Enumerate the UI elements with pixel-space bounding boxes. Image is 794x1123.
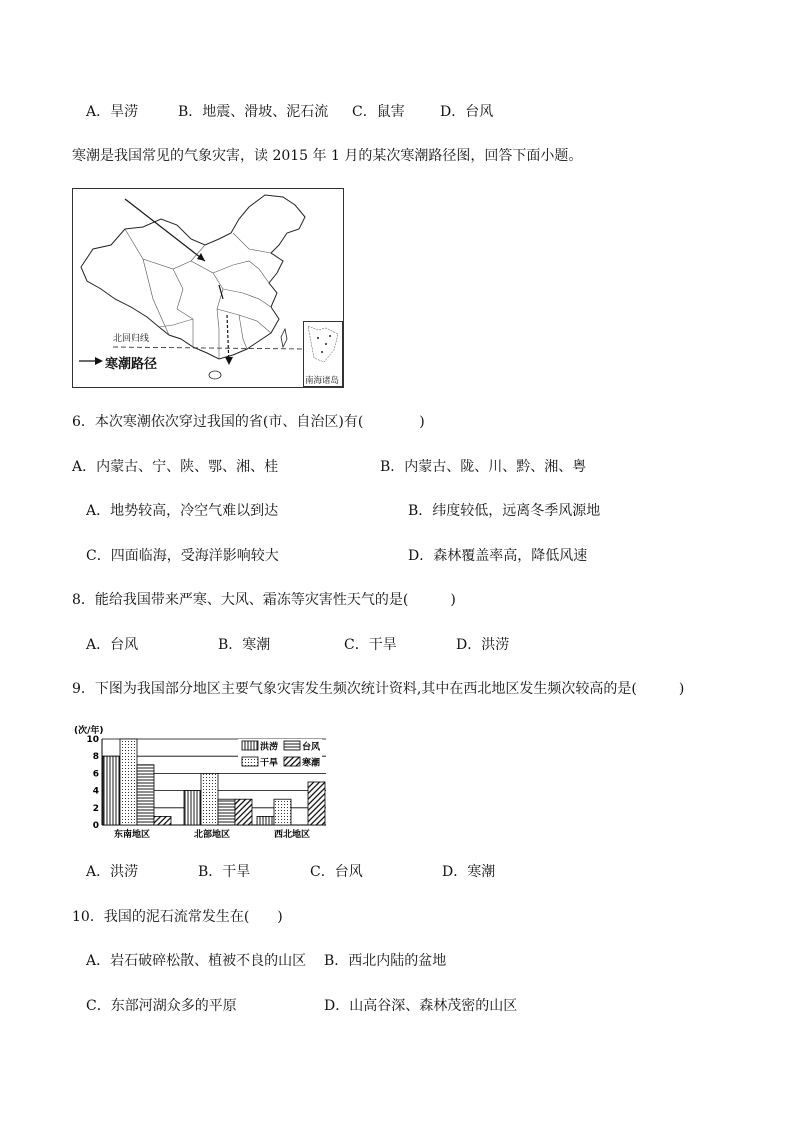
- q6-stem: 6．本次寒潮依次穿过我国的省(市、自治区)有( ): [72, 414, 425, 430]
- bar-寒潮: [235, 799, 252, 825]
- bar-洪涝: [257, 816, 274, 825]
- disaster-frequency-chart: [64, 725, 344, 843]
- q10-option-a: A．岩石破碎松散、植被不良的山区: [86, 953, 307, 969]
- bar-洪涝: [103, 756, 120, 825]
- q7-option-d: D．森林覆盖率高，降低风速: [408, 548, 588, 564]
- q5-option-c: C．鼠害: [352, 104, 405, 120]
- y-tick-label: 10: [86, 735, 99, 745]
- q10-option-b: B．西北内陆的盆地: [324, 953, 447, 969]
- q7-option-b: B．纬度较低，远离冬季风源地: [408, 503, 601, 519]
- y-tick-label: 8: [92, 752, 99, 763]
- q9-option-d: D．寒潮: [442, 864, 496, 880]
- q10-stem: 10．我国的泥石流常发生在( ): [72, 909, 283, 925]
- y-tick-label: 0: [92, 821, 99, 831]
- bar-干旱: [120, 739, 137, 825]
- legend-label-洪涝: 洪涝: [260, 742, 279, 753]
- x-tick-label: 西北地区: [273, 830, 311, 840]
- bar-寒潮: [308, 782, 325, 825]
- q8-option-d: D．洪涝: [456, 637, 510, 653]
- bar-干旱: [274, 799, 291, 825]
- q8-option-b: B．寒潮: [218, 637, 271, 653]
- x-tick-label: 北部地区: [193, 830, 231, 840]
- q7-option-c: C．四面临海，受海洋影响较大: [86, 548, 279, 564]
- bar-寒潮: [154, 816, 171, 825]
- x-tick-label: 东南地区: [113, 830, 151, 840]
- q5-option-d: D．台风: [440, 104, 494, 120]
- south-china-sea-inset: [303, 321, 343, 387]
- bar-干旱: [201, 773, 218, 825]
- q9-option-c: C．台风: [310, 864, 363, 880]
- y-tick-label: 6: [92, 769, 99, 780]
- q5-option-b: B．地震、滑坡、泥石流: [178, 104, 329, 120]
- q9-stem: 9．下图为我国部分地区主要气象灾害发生频次统计资料,其中在西北地区发生频次较高的是( ): [72, 681, 685, 697]
- legend-label-台风: 台风: [302, 742, 321, 753]
- legend-label-寒潮: 寒潮: [302, 758, 321, 769]
- q6-option-b: B．内蒙古、陇、川、黔、湘、粤: [380, 459, 587, 475]
- y-tick-label: 2: [92, 803, 99, 814]
- intro-text: 寒潮是我国常见的气象灾害，读 2015 年 1 月的某次寒潮路径图，回答下面小题。: [72, 148, 583, 164]
- q9-option-a: A．洪涝: [86, 864, 139, 880]
- bar-台风: [137, 765, 154, 825]
- inset-label: 南海诸岛: [305, 376, 340, 386]
- legend-swatch-洪涝: [242, 741, 258, 750]
- q7-option-a: A．地势较高，冷空气难以到达: [86, 503, 279, 519]
- tropic-label: 北回归线: [113, 334, 150, 344]
- q8-option-c: C．干旱: [344, 637, 397, 653]
- bar-洪涝: [184, 791, 201, 825]
- inset-islands: [304, 322, 342, 372]
- legend-label-干旱: 干旱: [260, 758, 279, 769]
- q9-option-b: B．干旱: [198, 864, 251, 880]
- bar-台风: [218, 799, 235, 825]
- legend-swatch-干旱: [242, 757, 258, 766]
- q5-option-a: A．旱涝: [86, 104, 139, 120]
- q8-option-a: A．台风: [86, 637, 139, 653]
- y-tick-label: 4: [92, 786, 99, 797]
- legend-swatch-寒潮: [284, 757, 300, 766]
- q10-option-d: D．山高谷深、森林茂密的山区: [324, 998, 518, 1014]
- q10-option-c: C．东部河湖众多的平原: [86, 998, 237, 1014]
- legend-cold-wave-path: 寒潮路径: [105, 357, 158, 372]
- q6-option-a: A．内蒙古、宁、陕、鄂、湘、桂: [72, 459, 279, 475]
- q8-stem: 8．能给我国带来严寒、大风、霜冻等灾害性天气的是( ): [72, 592, 456, 608]
- legend-swatch-台风: [284, 741, 300, 750]
- chart-ylabel: (次/年): [74, 726, 104, 736]
